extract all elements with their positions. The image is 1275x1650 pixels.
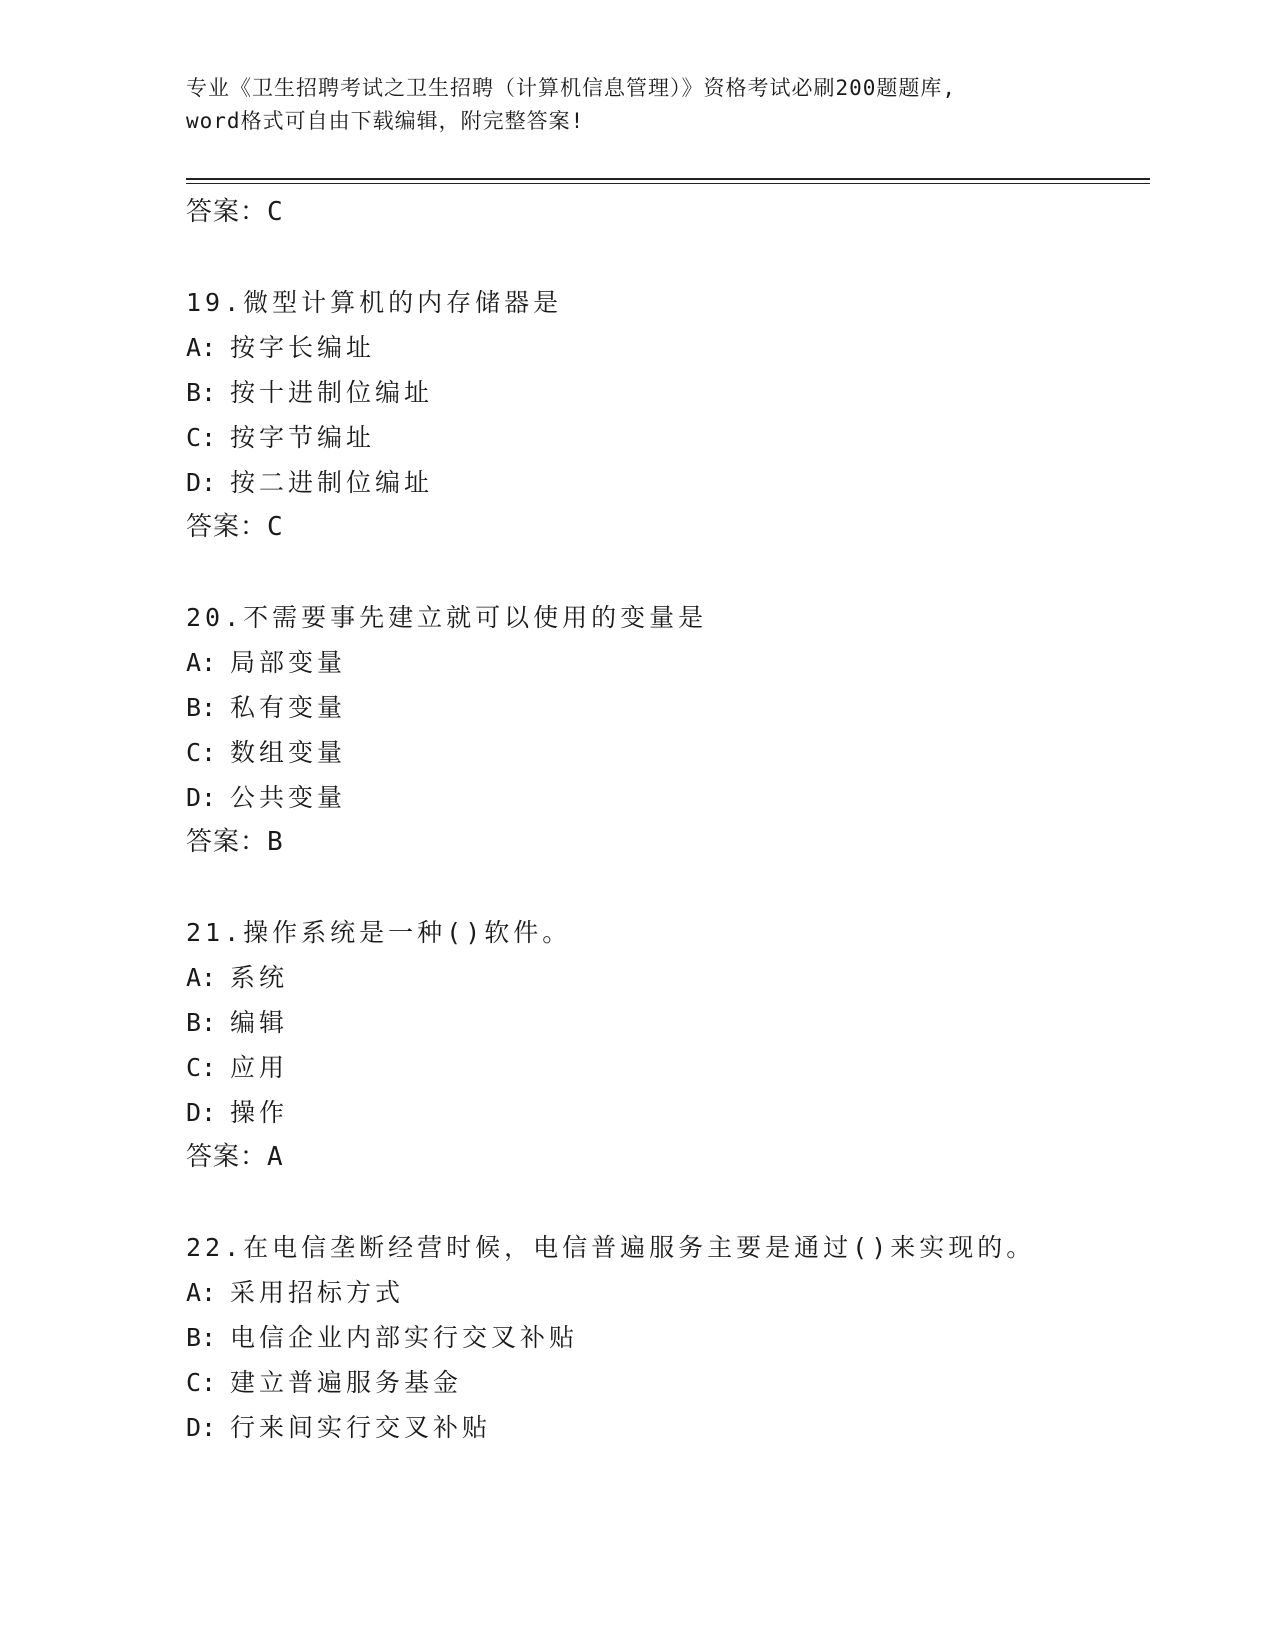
option-letter: A: xyxy=(186,333,217,362)
question-text xyxy=(186,595,1146,640)
header-line-2: word格式可自由下载编辑，附完整答案! xyxy=(186,109,585,133)
question-stem: 操作系统是一种()软件。 xyxy=(243,918,572,947)
question-block-20 xyxy=(186,595,1146,864)
option-letter: B: xyxy=(186,1008,217,1037)
option-a xyxy=(186,640,1146,685)
option-letter: B: xyxy=(186,693,217,722)
answer-label: 答案： xyxy=(186,1142,268,1172)
answer-value: B xyxy=(267,827,284,857)
question-stem: 在电信垄断经营时候，电信普遍服务主要是通过()来实现的。 xyxy=(243,1233,1036,1262)
option-letter: D: xyxy=(186,1098,217,1127)
option-text: 私有变量 xyxy=(230,693,347,722)
option-letter: C: xyxy=(186,1368,217,1397)
option-text: 应用 xyxy=(230,1053,289,1082)
option-c xyxy=(186,1045,1146,1090)
question-number: 19. xyxy=(186,288,244,317)
option-text: 行来间实行交叉补贴 xyxy=(230,1413,492,1442)
previous-answer xyxy=(186,190,1146,234)
option-letter: C: xyxy=(186,738,217,767)
option-letter: C: xyxy=(186,423,217,452)
option-b xyxy=(186,370,1146,415)
option-text: 电信企业内部实行交叉补贴 xyxy=(230,1323,579,1352)
question-stem: 不需要事先建立就可以使用的变量是 xyxy=(243,603,708,632)
option-c xyxy=(186,1360,1146,1405)
option-b xyxy=(186,1000,1146,1045)
option-text: 系统 xyxy=(230,963,289,992)
answer-value: C xyxy=(267,197,284,227)
option-letter: B: xyxy=(186,1323,217,1352)
question-text xyxy=(186,910,1146,955)
header-divider-thick xyxy=(186,178,1150,180)
question-block-22 xyxy=(186,1225,1146,1450)
option-a xyxy=(186,1270,1146,1315)
option-letter: B: xyxy=(186,378,217,407)
option-b xyxy=(186,1315,1146,1360)
option-d xyxy=(186,1090,1146,1135)
answer-value: C xyxy=(267,512,284,542)
question-block-19 xyxy=(186,280,1146,549)
option-letter: A: xyxy=(186,648,217,677)
question-number: 21. xyxy=(186,918,244,947)
option-text: 按十进制位编址 xyxy=(230,378,434,407)
document-body xyxy=(186,190,1146,1450)
option-text: 采用招标方式 xyxy=(230,1278,405,1307)
option-text: 按字节编址 xyxy=(230,423,376,452)
option-letter: D: xyxy=(186,468,217,497)
option-text: 编辑 xyxy=(230,1008,289,1037)
question-answer xyxy=(186,820,1146,864)
option-text: 操作 xyxy=(230,1098,289,1127)
option-d xyxy=(186,1405,1146,1450)
header-line-1: 专业《卫生招聘考试之卫生招聘（计算机信息管理）》资格考试必刷200题题库, xyxy=(186,76,957,100)
option-c xyxy=(186,730,1146,775)
question-answer xyxy=(186,505,1146,549)
question-answer xyxy=(186,1135,1146,1179)
answer-label: 答案： xyxy=(186,512,268,542)
option-b xyxy=(186,685,1146,730)
option-text: 按字长编址 xyxy=(230,333,376,362)
option-letter: C: xyxy=(186,1053,217,1082)
option-text: 数组变量 xyxy=(230,738,347,767)
option-d xyxy=(186,460,1146,505)
question-number: 22. xyxy=(186,1233,244,1262)
option-a xyxy=(186,955,1146,1000)
question-stem: 微型计算机的内存储器是 xyxy=(243,288,563,317)
option-a xyxy=(186,325,1146,370)
option-letter: D: xyxy=(186,783,217,812)
answer-value: A xyxy=(267,1142,284,1172)
option-d xyxy=(186,775,1146,820)
option-letter: A: xyxy=(186,1278,217,1307)
option-text: 公共变量 xyxy=(230,783,347,812)
option-letter: A: xyxy=(186,963,217,992)
option-c xyxy=(186,415,1146,460)
option-text: 按二进制位编址 xyxy=(230,468,434,497)
answer-label: 答案： xyxy=(186,197,268,227)
option-text: 建立普遍服务基金 xyxy=(230,1368,463,1397)
question-number: 20. xyxy=(186,603,244,632)
question-text xyxy=(186,1225,1146,1270)
header-divider-thin xyxy=(186,183,1150,184)
question-text xyxy=(186,280,1146,325)
option-text: 局部变量 xyxy=(230,648,347,677)
question-block-21 xyxy=(186,910,1146,1179)
document-header xyxy=(186,72,1086,138)
answer-label: 答案： xyxy=(186,827,268,857)
option-letter: D: xyxy=(186,1413,217,1442)
